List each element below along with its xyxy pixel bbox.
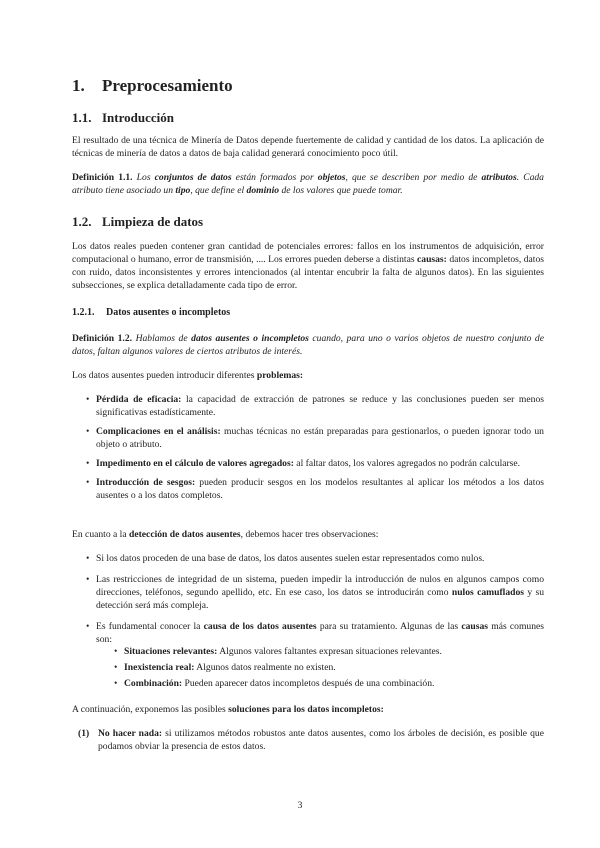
bullet-icon: • <box>114 662 118 673</box>
chapter-number: 1. <box>72 76 85 95</box>
bullet-icon: • <box>86 621 90 632</box>
definition-1-1 <box>72 171 544 197</box>
bullet-icon: • <box>114 678 118 689</box>
item-text: Algunos datos realmente no existen. <box>194 662 336 673</box>
bullet-icon: • <box>86 574 90 585</box>
subsection-number: 1.2.1. <box>72 307 95 318</box>
list-item <box>72 620 544 646</box>
list-item <box>72 552 544 565</box>
paragraph-text: En cuanto a la <box>72 529 130 540</box>
bullet-icon: • <box>86 553 90 564</box>
page-number: 3 <box>297 800 303 811</box>
definition-text: Los <box>132 172 155 183</box>
item-number: (1) <box>78 728 90 739</box>
chapter-title: Preprocesamiento <box>102 76 233 95</box>
cleaning-paragraph <box>72 240 544 292</box>
bullet-icon: • <box>86 477 90 488</box>
intro-paragraph: El resultado de una técnica de Minería de Datos depende fuertemente de calidad y cantidad de los datos. La aplicación de técnicas de minería de datos a datos de baja calidad generará conocimiento poco útil. <box>72 135 544 159</box>
subsection-title: Datos ausentes o incompletos <box>106 307 231 318</box>
definition-text: están formados por <box>231 172 318 183</box>
bold-causas: causas: <box>417 254 447 265</box>
bold-problemas: problemas: <box>256 370 304 381</box>
definition-text: , que se describen por medio de <box>345 172 482 183</box>
section-title: Limpieza de datos <box>102 214 204 229</box>
item-term: Inexistencia real: <box>124 662 195 673</box>
detection-intro <box>72 528 544 541</box>
item-text: pueden producir sesgos en los modelos resultantes al aplicar los métodos a los datos ausentes o a los datos completos. <box>96 477 544 501</box>
item-text: Es fundamental conocer la <box>96 621 204 632</box>
section-heading-intro <box>72 110 544 126</box>
term-datos-ausentes: datos ausentes o incompletos <box>191 333 309 344</box>
term-dominio: dominio <box>246 185 280 196</box>
definition-text: Hablamos de <box>132 333 192 344</box>
chapter-heading <box>72 76 544 96</box>
definition-label: Definición 1.1. <box>72 172 133 183</box>
problems-list <box>72 393 544 507</box>
term-conjuntos: conjuntos de datos <box>154 172 232 183</box>
item-term: Complicaciones en el análisis: <box>96 426 221 437</box>
list-item <box>72 573 544 612</box>
term-tipo: tipo <box>175 185 191 196</box>
section-number: 1.2. <box>72 214 92 229</box>
item-text: al faltar datos, los valores agregados no podrán calcularse. <box>293 458 521 469</box>
list-item <box>72 677 544 690</box>
item-text: Si los datos proceden de una base de datos, los datos ausentes suelen estar representados como nulos. <box>96 553 485 564</box>
item-text: Las restricciones de integridad de un sistema, pueden impedir la introducción de nulos en algunos campos como direcciones, teléfonos, segundo apellido, etc. En ese caso, los datos se introducirán como <box>96 574 544 598</box>
paragraph-text: , debemos hacer tres observaciones: <box>240 529 379 540</box>
causes-list <box>72 645 544 693</box>
item-term: Pérdida de eficacia: <box>96 394 182 405</box>
solutions-intro <box>72 703 544 716</box>
bold-causa: causa de los datos ausentes <box>203 621 317 632</box>
definition-1-2 <box>72 332 544 358</box>
definition-text: de los valores que puede tomar. <box>279 185 403 196</box>
item-term: No hacer nada: <box>98 728 163 739</box>
definition-text: cuando, para uno o varios objetos de nuestro conjunto de datos, faltan algunos valores de ciertos atributos de interés. <box>72 333 544 357</box>
bullet-icon: • <box>86 458 90 469</box>
item-text: si utilizamos métodos robustos ante datos ausentes, como los árboles de decisión, es posible que podamos obviar la presencia de estos datos. <box>98 728 544 752</box>
item-term: Impedimento en el cálculo de valores agregados: <box>96 458 294 469</box>
bold-soluciones: soluciones para los datos incompletos: <box>228 704 384 715</box>
item-term: Situaciones relevantes: <box>124 646 218 657</box>
section-heading-clean <box>72 214 544 230</box>
solutions-list <box>72 727 544 753</box>
bullet-icon: • <box>114 646 118 657</box>
definition-label: Definición 1.2. <box>72 333 133 344</box>
observations-list <box>72 552 544 651</box>
bold-nulos-camuflados: nulos camuflados <box>451 587 524 598</box>
bold-causas: causas <box>461 621 489 632</box>
item-text: para su tratamiento. Algunas de las <box>316 621 462 632</box>
list-item <box>72 727 544 753</box>
problems-intro <box>72 369 544 382</box>
item-text: Algunos valores faltantes expresan situaciones relevantes. <box>217 646 442 657</box>
paragraph-text: Los datos ausentes pueden introducir diferentes <box>72 370 257 381</box>
paragraph-text: A continuación, exponemos las posibles <box>72 704 229 715</box>
item-text: muchas técnicas no están preparadas para gestionarlos, o pueden ignorar todo un objeto o atributo. <box>96 426 544 450</box>
item-text: y su detección será más compleja. <box>96 587 544 611</box>
list-item <box>72 661 544 674</box>
definition-text: , que define el <box>190 185 247 196</box>
item-text: la capacidad de extracción de patrones se reduce y las conclusiones pueden ser menos significativas estadísticamente. <box>96 394 544 418</box>
list-item <box>72 457 544 470</box>
bullet-icon: • <box>86 394 90 405</box>
term-objetos: objetos <box>317 172 346 183</box>
list-item <box>72 393 544 419</box>
list-item <box>72 645 544 658</box>
section-title: Introducción <box>102 110 174 125</box>
definition-text: . Cada atributo tiene asociado un <box>72 172 544 196</box>
item-text: Pueden aparecer datos incompletos después de una combinación. <box>182 678 435 689</box>
list-item <box>72 476 544 502</box>
list-item <box>72 425 544 451</box>
item-text: más comunes son: <box>96 621 544 645</box>
bullet-icon: • <box>86 426 90 437</box>
term-atributos: atributos <box>481 172 517 183</box>
section-number: 1.1. <box>72 110 92 125</box>
item-term: Introducción de sesgos: <box>96 477 196 488</box>
paragraph-text: datos incompletos, datos con ruido, datos inconsistentes y errores intencionados (al intentar encubrir la falta de algunos datos). En las siguientes subsecciones, se explica detalladamente cada tipo de error. <box>72 254 544 291</box>
bold-deteccion: detección de datos ausentes <box>129 529 241 540</box>
subsection-heading <box>72 307 544 318</box>
item-term: Combinación: <box>124 678 183 689</box>
paragraph-text: Los datos reales pueden contener gran cantidad de potenciales errores: fallos en los instrumentos de adquisición, error computacional o humano, error de transmisión, .... Los errores pueden deberse a distintas <box>72 241 544 265</box>
